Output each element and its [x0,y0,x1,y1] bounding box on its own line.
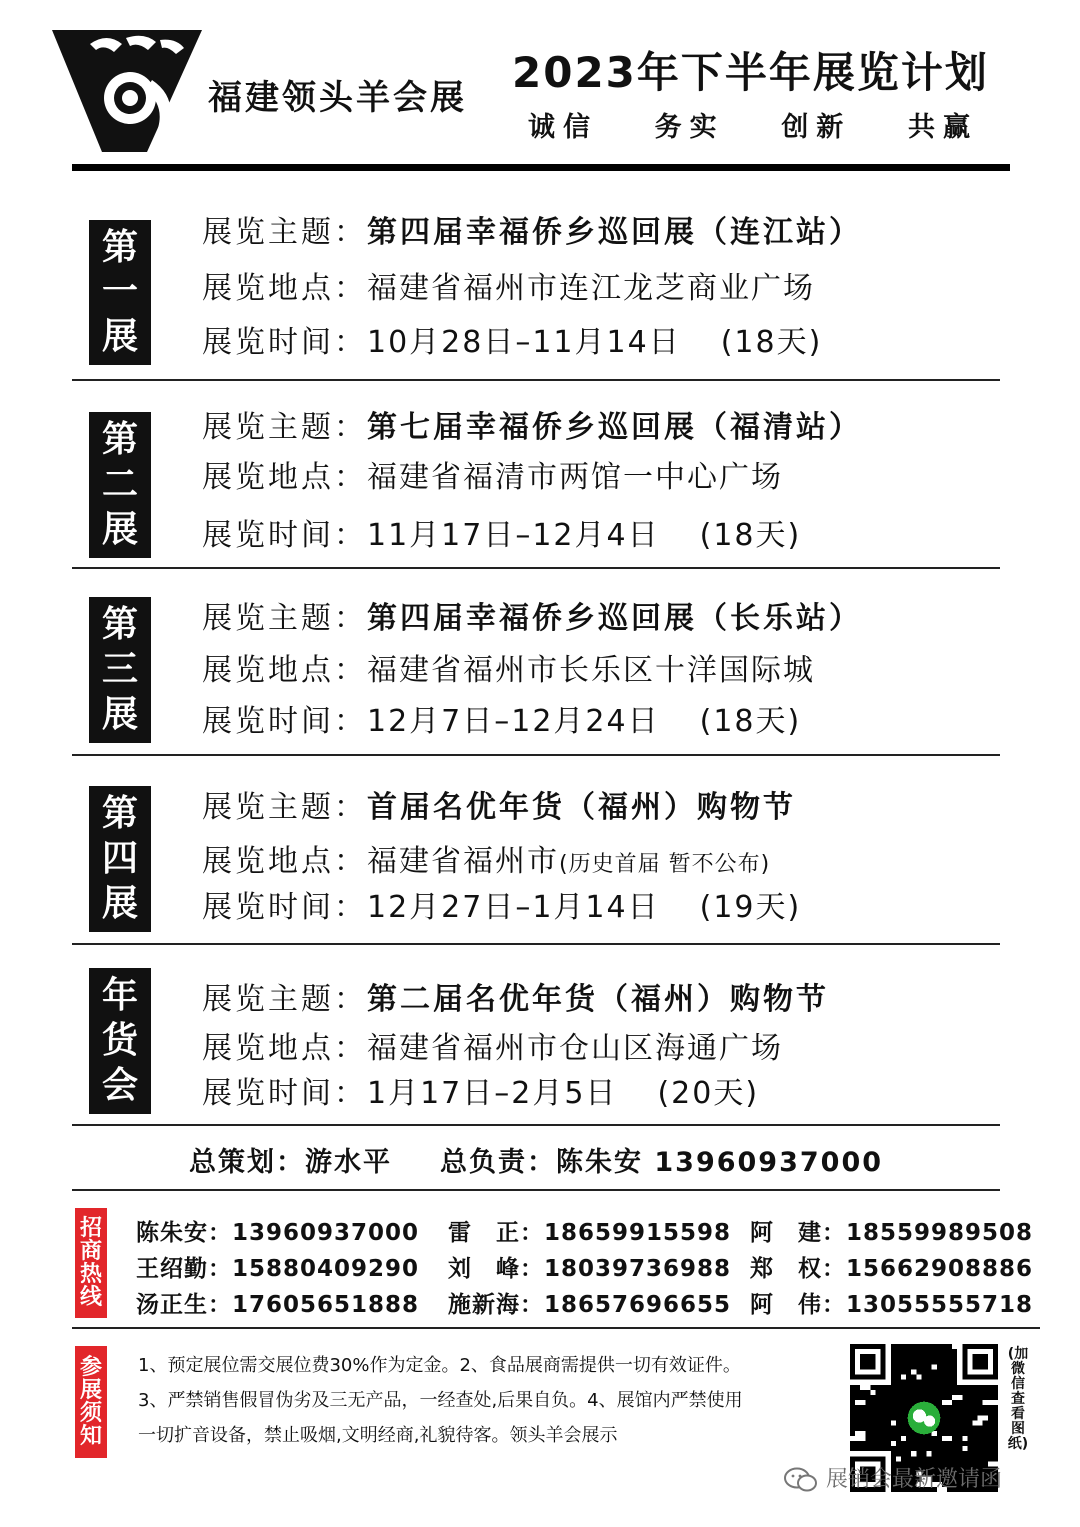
exhibition-venue: 福建省福州市连江龙芝商业广场 [367,271,815,306]
contact-entry: 雷 正：18659915598 [448,1219,732,1246]
head-text: 总负责：陈朱安 13960937000 [439,1147,884,1178]
planner-line [72,1140,1000,1179]
notice-line: 3、严禁销售假冒伪劣及三无产品，一经查处,后果自负。4、展馆内严禁使用 [138,1390,743,1411]
slogans [528,105,978,144]
slogan: 创新 [781,112,852,143]
notice-tag: 参 展 须 知 [75,1346,107,1458]
contact-row [136,1248,1032,1284]
contact-entry: 汤正生：17605651888 [136,1291,420,1318]
contact-row [136,1284,1032,1320]
theme-row: 展览主题：首届名优年货（福州）购物节 [202,790,796,825]
header-divider [72,164,1010,171]
hotline-tag: 招 商 热 线 [75,1208,107,1318]
exhibition-theme: 第四届幸福侨乡巡回展（连江站） [367,215,862,250]
divider [72,1189,1000,1191]
notice-line: 一切扩音设备，禁止吸烟,文明经商,礼貌待客。领头羊会展示 [138,1425,618,1446]
exhibition-theme: 第四届幸福侨乡巡回展（长乐站） [367,601,862,636]
time-row: 展览时间：11月17日–12月4日 (18天) [202,518,802,553]
exhibition-badge: 年 货 会 [89,968,151,1114]
exhibition-venue: 福建省福州市仓山区海通广场 [367,1031,783,1066]
company-logo [52,30,202,152]
contact-entry: 陈朱安：13960937000 [136,1219,420,1246]
contact-entry: 阿 建：18559989508 [750,1219,1034,1246]
exhibition-days: (20天) [657,1076,760,1111]
exhibition-dates: 12月27日–1月14日 [367,890,660,925]
exhibition-badge: 第 四 展 [89,786,151,932]
footer-text: 展销会最新邀请函 [826,1467,1003,1492]
venue-note: (历史首届 暂不公布) [559,852,771,877]
exhibition-dates: 11月17日–12月4日 [367,518,660,553]
contact-list [136,1212,1032,1320]
exhibition-days: (18天) [699,704,802,739]
page-title: 2023年下半年展览计划 [512,48,989,97]
exhibition-days: (19天) [699,890,802,925]
exhibition-dates: 12月7日–12月24日 [367,704,660,739]
exhibition-badge: 第 三 展 [89,597,151,743]
exhibition-4 [72,772,1000,962]
section-divider [72,1124,1000,1126]
contact-entry: 王绍勤：15880409290 [136,1255,420,1282]
slogan: 务实 [654,112,725,143]
qr-caption: (加微信查看图纸) [1007,1346,1029,1452]
org-name: 福建领头羊会展 [208,78,467,118]
theme-row: 展览主题：第二届名优年货（福州）购物节 [202,982,829,1017]
divider [72,1327,1040,1329]
contact-entry: 刘 峰：18039736988 [448,1255,732,1282]
time-row: 展览时间：10月28日–11月14日 (18天) [202,325,823,360]
exhibition-theme: 第二届名优年货（福州）购物节 [367,982,829,1017]
section-divider [72,567,1000,569]
contact-entry: 阿 伟：13055555718 [750,1291,1034,1318]
exhibition-venue: 福建省福州市长乐区十洋国际城 [367,653,815,688]
venue-row: 展览地点：福建省福州市长乐区十洋国际城 [202,653,815,688]
slogan: 共赢 [907,112,978,143]
venue-row: 展览地点：福建省福州市(历史首届 暂不公布) [202,844,771,879]
exhibition-2 [72,390,1000,580]
exhibition-3 [72,583,1000,773]
notice-text [138,1348,838,1453]
theme-row: 展览主题：第七届幸福侨乡巡回展（福清站） [202,410,862,445]
exhibition-days: (18天) [699,518,802,553]
section-divider [72,943,1000,945]
exhibition-1 [72,195,1000,385]
exhibition-theme: 首届名优年货（福州）购物节 [367,790,796,825]
exhibition-badge: 第 一 展 [89,220,151,365]
venue-row: 展览地点：福建省福州市连江龙芝商业广场 [202,271,815,306]
theme-row: 展览主题：第四届幸福侨乡巡回展（连江站） [202,215,862,250]
exhibition-venue: 福建省福清市两馆一中心广场 [367,460,783,495]
contact-entry: 施新海：18657696655 [448,1291,732,1318]
section-divider [72,379,1000,381]
exhibition-dates: 1月17日–2月5日 [367,1076,618,1111]
planner-text: 总策划：游水平 [188,1147,392,1178]
time-row: 展览时间：12月27日–1月14日 (19天) [202,890,802,925]
exhibition-badge: 第 二 展 [89,412,151,558]
exhibition-theme: 第七届幸福侨乡巡回展（福清站） [367,410,862,445]
notice-line: 1、预定展位需交展位费30%作为定金。2、食品展商需提供一切有效证件。 [138,1355,741,1376]
venue-row: 展览地点：福建省福州市仓山区海通广场 [202,1031,783,1066]
exhibition-5 [72,960,1000,1140]
wechat-icon [784,1467,818,1493]
time-row: 展览时间：12月7日–12月24日 (18天) [202,704,802,739]
contact-entry: 郑 权：15662908886 [750,1255,1034,1282]
contact-row [136,1212,1032,1248]
exhibition-venue: 福建省福州市 [367,844,559,879]
exhibition-days: (18天) [720,325,823,360]
section-divider [72,754,1000,756]
footer-account [784,1462,1002,1493]
venue-row: 展览地点：福建省福清市两馆一中心广场 [202,460,783,495]
slogan: 诚信 [528,112,598,143]
exhibition-dates: 10月28日–11月14日 [367,325,681,360]
time-row: 展览时间：1月17日–2月5日 (20天) [202,1076,760,1111]
theme-row: 展览主题：第四届幸福侨乡巡回展（长乐站） [202,601,862,636]
